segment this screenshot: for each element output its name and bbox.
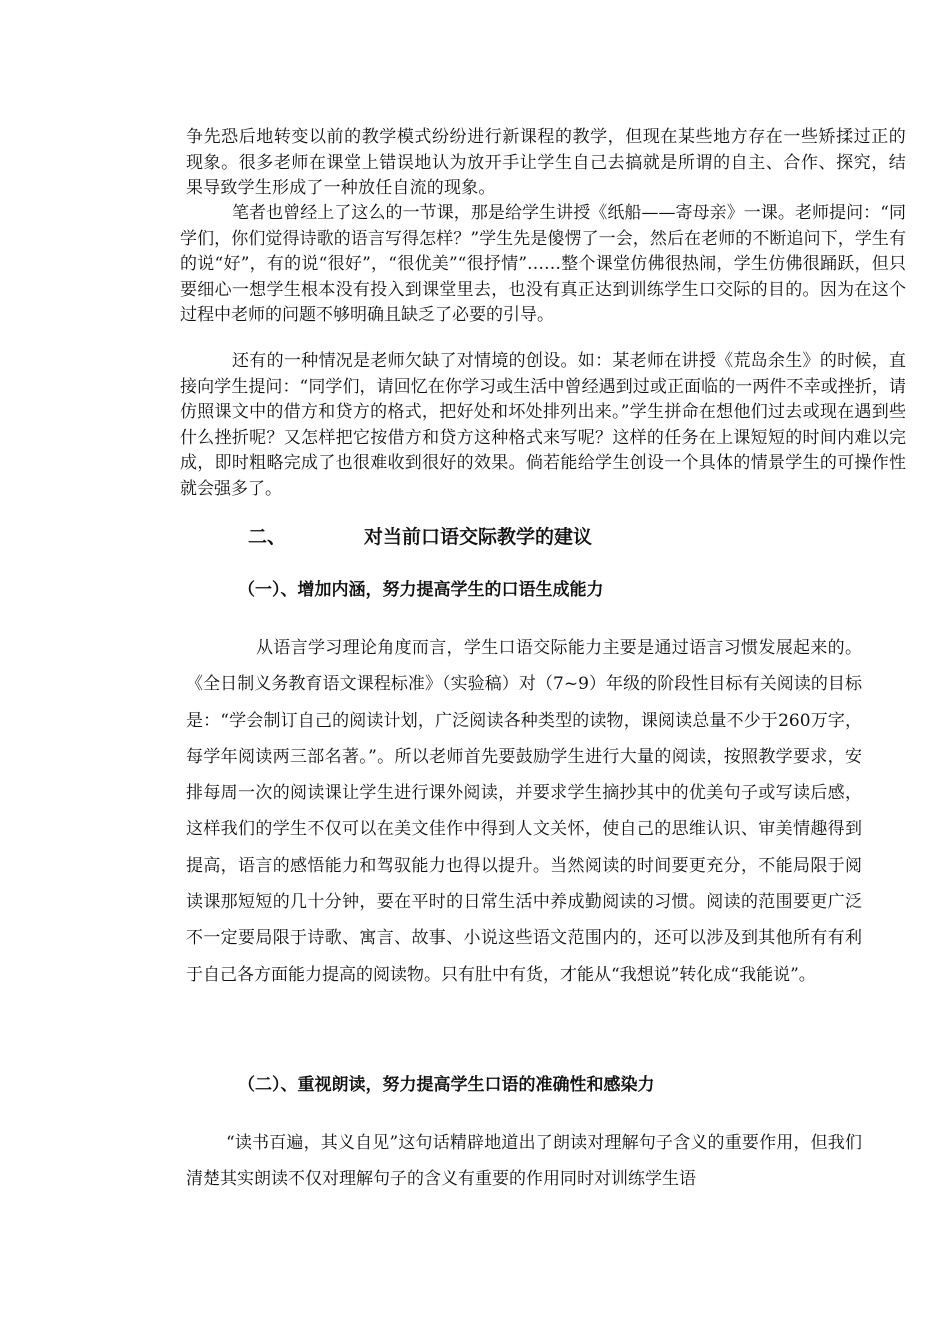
subsection-heading-1: （一）、增加内涵，努力提高学生的口语生成能力 — [238, 580, 604, 600]
paragraph-intro-continuation: 争先恐后地转变以前的教学模式纷纷进行新课程的教学，但现在某些地方存在一些矫揉过正的现象。很多老师在课堂上错误地认为放开手让学生自己去搞就是所谓的自主、合作、探究，结果导致学生形成了一种放任自流的现象。 — [186, 127, 906, 198]
paragraph-reading-aloud: “读书百遍，其义自见”这句话精辟地道出了朗读对理解句子含义的重要作用，但我们清楚其实朗读不仅对理解句子的含义有重要的作用同时对训练学生语 — [186, 1133, 862, 1189]
section-heading — [248, 522, 592, 549]
paragraph-situation-example: 还有的一种情况是老师欠缺了对情境的创设。如：某老师在讲授《荒岛余生》的时候，直接向学生提问：“同学们，请回忆在你学习或生活中曾经遇到过或正面临的一两件不幸或挫折，请仿照课文中的借方和贷方的格式，把好处和坏处排列出来。”学生拼命在想他们过去或现在遇到些什么挫折呢？又怎样把它按借方和贷方这种格式来写呢？这样的任务在上课短短的时间内难以完成，即时粗略完成了也很难收到很好的效果。倘若能给学生创设一个具体的情景学生的可操作性就会强多了。 — [180, 351, 906, 499]
section-title: 对当前口语交际教学的建议 — [364, 526, 593, 548]
paragraph-paper-boat-example: 笔者也曾经上了这么的一节课，那是给学生讲授《纸船——寄母亲》一课。老师提问：“同学们，你们觉得诗歌的语言写得怎样？”学生先是傻愣了一会，然后在老师的不断追问下，学生有的说“好”，有的说“很好”，“很优美”“很抒情”……整个课堂仿佛很热闹，学生仿佛很踊跃，但只要细心一想学生根本没有投入到课堂里去，也没有真正达到训练学生口交际的目的。因为在这个过程中老师的问题不够明确且缺乏了必要的引导。 — [180, 203, 906, 326]
section-number: 二、 — [248, 526, 287, 548]
paragraph-reading-advice: 从语言学习理论角度而言，学生口语交际能力主要是通过语言习惯发展起来的。《全日制义务教育语文课程标准》（实验稿）对（7~9）年级的阶段性目标有关阅读的目标是：“学会制订自己的阅读计划，广泛阅读各种类型的读物，课阅读总量不少于260万字，每学年阅读两三部名著。”。所以老师首先要鼓励学生进行大量的阅读，按照教学要求，安排每周一次的阅读课让学生进行课外阅读，并要求学生摘抄其中的优美句子或写读后感，这样我们的学生不仅可以在美文佳作中得到人文关怀，使自己的思维认识、审美情趣得到提高，语言的感悟能力和驾驭能力也得以提升。当然阅读的时间要更充分，不能局限于阅读课那短短的几十分钟，要在平时的日常生活中养成勤阅读的习惯。阅读的范围要更广泛不一定要局限于诗歌、寓言、故事、小说这些语文范围内的，还可以涉及到其他所有有利于自己各方面能力提高的阅读物。只有肚中有货，才能从“我想说”转化成“我能说”。 — [186, 638, 862, 985]
subsection-heading-2: （二）、重视朗读，努力提高学生口语的准确性和感染力 — [238, 1075, 655, 1095]
